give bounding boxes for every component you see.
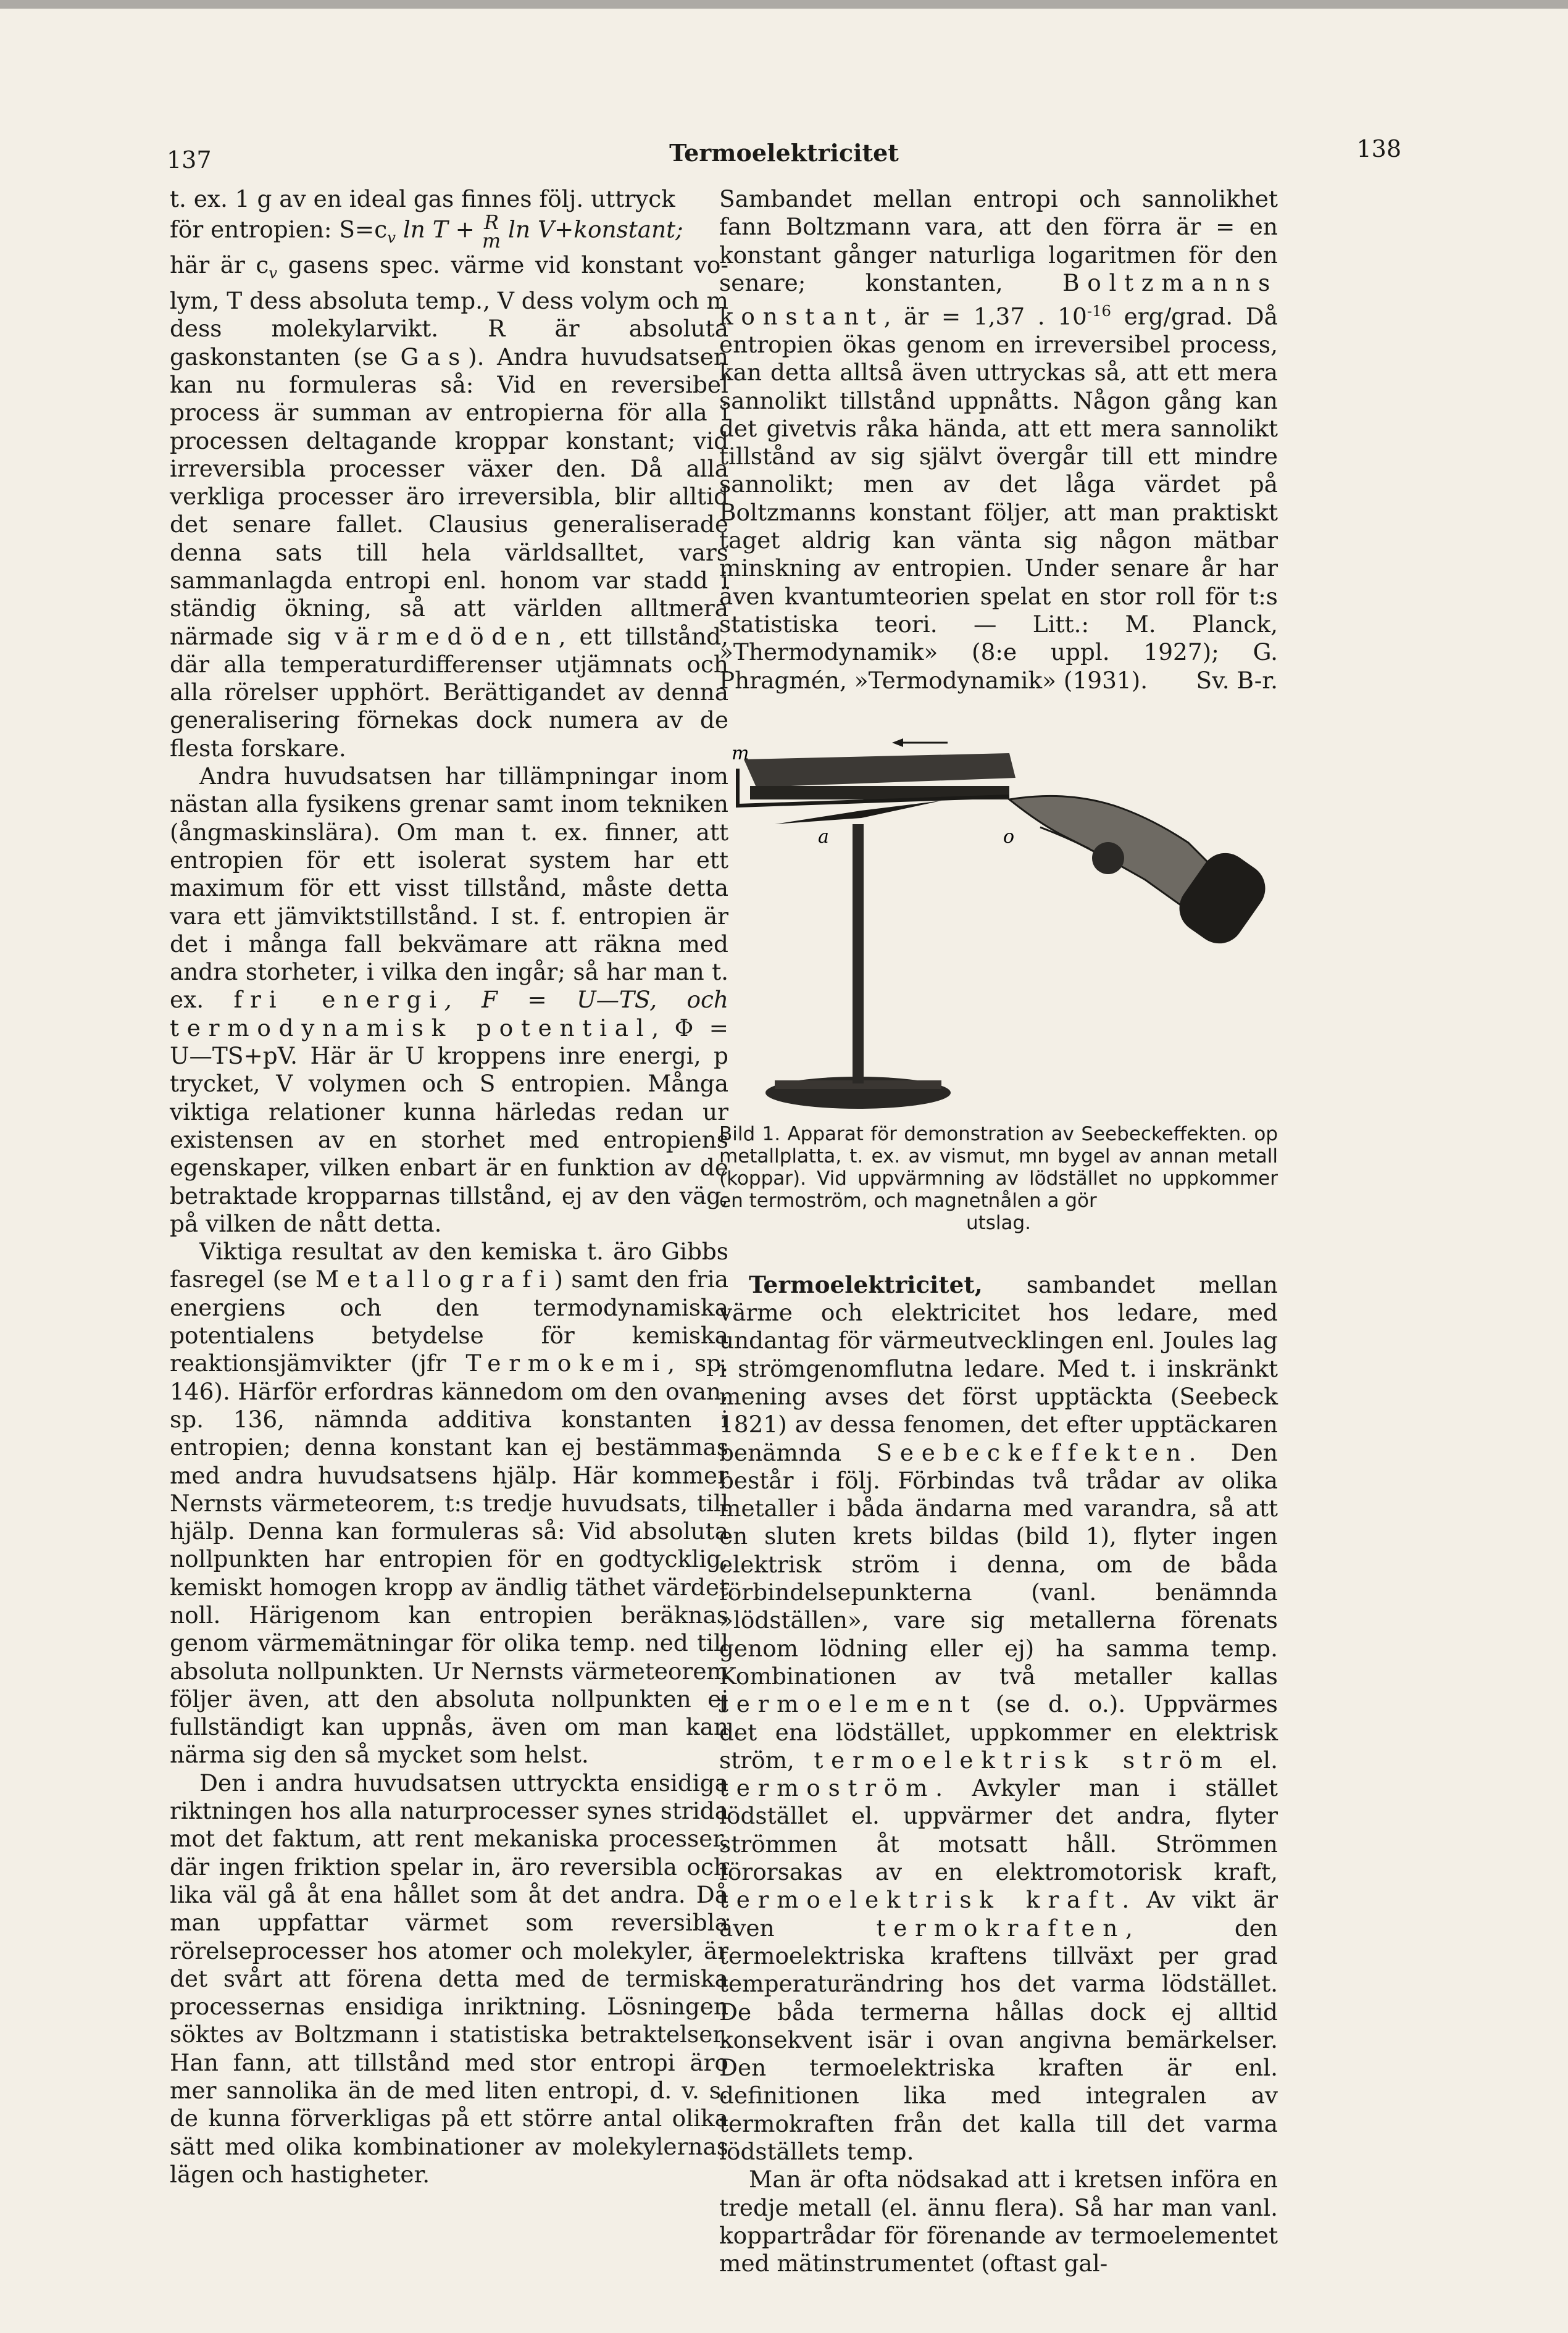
- term: termoelektrisk ström: [814, 1746, 1230, 1774]
- cross-reference[interactable]: Seebeckeffekten: [876, 1438, 1189, 1466]
- paragraph: Andra huvudsatsen har tillämpningar inom nästan alla fysikens grenar samt inom tekniken (ångmaskinslära). Om man t. ex. finner, att entropien för ett isolerat system har ett maximum för ett visst tillstånd, måste detta vara ett jämviktstillstånd. I st. f. entropien är det i många fall bekvämare att räkna med andra storheter, i vilka den ingår; så har man t. ex. fri energi, F = U—TS, och termodynamisk potential, Φ = U—TS+pV. Här är U kroppens inre energi, p trycket, V volymen och S entropien. Många viktiga relationer kunna härledas redan ur existensen av en storhet med entropiens egenskaper, vilken enbart är en funktion av de betraktade kropparnas tillstånd, ej av den väg, på vilken de nått detta.: [170, 762, 728, 1237]
- page-number-right: 138: [1356, 135, 1401, 162]
- label-o: o: [1003, 825, 1015, 848]
- term: termokraften: [876, 1914, 1126, 1942]
- right-column: [719, 185, 1278, 2278]
- page-header: [167, 135, 1401, 182]
- entry-headword: Termoelektricitet,: [749, 1271, 983, 1298]
- paragraph: Viktiga resultat av den kemiska t. äro Gibbs fasregel (se Metallografi) samt den fria energiens och den termodynamiska potentialens betydelse för kemiska reaktionsjämvikter (jfr Termokemi, sp. 146). Härför erfordras kännedom om den ovan, sp. 136, nämnda additiva konstanten i entropien; denna konstant kan ej bestämmas med andra huvudsatsens hjälp. Här kommer Nernsts värmeteorem, t:s tredje huvudsats, till hjälp. Denna kan formuleras så: Vid absoluta nollpunkten har entropien för en godtycklig, kemiskt homogen kropp av ändlig täthet värdet noll. Härigenom kan entropien beräknas genom värmemätningar för olika temp. ned till absoluta nollpunkten. Ur Nernsts värmeteorem följer även, att den absoluta nollpunkten ej fullständigt kan uppnås, även om man kan närma sig den så mycket som helst.: [170, 1238, 728, 1769]
- paragraph: Den i andra huvudsatsen uttryckta ensidiga riktningen hos alla naturprocesser synes strida mot det faktum, att rent mekaniska processer, där ingen friktion spelar in, äro reversibla och lika väl gå åt ena hållet som åt det andra. Då man uppfattar värmet som reversibla rörelseprocesser hos atomer och molekyler, är det svårt att förena detta med de termiska processernas ensidiga inriktning. Lösningen söktes av Boltzmann i statistiska betraktelser. Han fann, att tillstånd med stor entropi äro mer sannolika än de med liten entropi, d. v. s. de kunna förverkligas på ett större antal olika sätt med olika kombinationer av molekylernas lägen och hastigheter.: [170, 1769, 728, 2188]
- paragraph: Termoelektricitet, sambandet mellan värme och elektricitet hos ledare, med undantag för värmeutvecklingen enl. Joules lag i strömgenomflutna ledare. Med t. i inskränkt mening avses det först upptäckta (Seebeck 1821) av dessa fenomen, det efter upptäckaren benämnda Seebeckeffekten. Den består i följ. Förbindas två trådar av olika metaller i båda ändarna med varandra, så att en sluten krets bildas (bild 1), flyter ingen elektrisk ström i denna, om de båda förbindelsepunkterna (vanl. benämnda »lödställen», vare sig metallerna förenats genom lödning eller ej) ha samma temp. Kombinationen av två metaller kallas termoelement (se d. o.). Uppvärmes det ena lödstället, uppkommer en elektrisk ström, termoelektrisk ström el. termoström. Avkyler man i stället lödstället el. uppvärmer det andra, flyter strömmen åt motsatt håll. Strömmen förorsakas av en elektromotorisk kraft, termoelektrisk kraft. Av vikt är även termokraften, den termoelektriska kraftens tillväxt per grad temperaturändring hos det varma lödstället. De båda termerna hållas dock ej alltid konsekvent isär i ovan angivna bemärkelser. Den termoelektriska kraften är enl. definitionen lika med integralen av termokraften från det kalla till det varma lödställets temp.: [719, 1271, 1278, 2166]
- cross-reference[interactable]: Metallografi: [315, 1266, 554, 1293]
- entropy-formula: för entropien: $S=c_v$ ln T + R m ln V+konstant;: [170, 211, 683, 253]
- left-column: [170, 185, 728, 2189]
- paragraph: t. ex. 1 g av en ideal gas finnes följ. uttryck: [170, 185, 675, 212]
- stand-column: [853, 824, 864, 1083]
- paragraph: Man är ofta nödsakad att i kretsen införa en tredje metall (el. ännu flera). Så har man vanl. koppartrådar för förenande av termoelementet med mätinstrumentet (oftast gal-: [719, 2166, 1278, 2277]
- label-a: a: [818, 825, 829, 848]
- paragraph: Sambandet mellan entropi och sannolikhet fann Boltzmann vara, att den förra är = en konstant gånger naturliga logaritmen för den senare; konstanten, Boltzmanns konstant, är = 1,37 . $10^{-16}$ erg/grad. Då entropien ökas genom en irreversibel process, kan detta alltså även uttryckas så, att ett mera sannolikt tillstånd uppnåtts. Någon gång kan det givetvis råka hända, att ett mera sannolikt tillstånd av sig självt övergår till ett mindre sannolikt; men av det låga värdet på Boltzmanns konstant följer, att man praktiskt taget aldrig kan vänta sig någon mätbar minskning av entropien. Under senare år har även kvantumteorien spelat en stor roll för t:s statistiska teori. — Litt.: M. Planck, »Thermodynamik» (8:e uppl. 1927); G. Phragmén, »Termodynamik» (1931). Sv. B-r.: [719, 185, 1278, 694]
- fraction-r-over-m: R m: [482, 211, 501, 253]
- scan-edge: [0, 0, 1568, 9]
- cross-reference[interactable]: termodynamisk potential: [170, 1014, 652, 1041]
- cross-reference[interactable]: fri energi: [233, 986, 444, 1014]
- figure-seebeck-apparatus: [719, 732, 1278, 1114]
- term: termoelektrisk kraft: [719, 1886, 1122, 1914]
- cross-reference[interactable]: Termokemi: [465, 1350, 668, 1377]
- cross-reference[interactable]: Gas: [400, 343, 469, 370]
- flame-lamp: [1092, 842, 1124, 874]
- metal-plate: [744, 753, 1015, 787]
- cross-reference[interactable]: termoelement: [719, 1690, 978, 1718]
- figure-caption: Bild 1. Apparat för demonstration av Seebeckeffekten. op metallplatta, t. ex. av vismut, mn bygel av annan metall (koppar). Vid uppvärmning av lödstället no uppkommer en termoström, och magnetnålen a gör utslag.: [719, 1122, 1278, 1234]
- label-m: m: [732, 742, 749, 764]
- cross-reference[interactable]: värmedöden: [335, 622, 559, 650]
- apparatus-illustration: [719, 732, 1278, 1114]
- page-number-left: 137: [167, 146, 212, 173]
- term: termoström: [719, 1774, 936, 1802]
- paragraph: här är $c_v$ gasens spec. värme vid konstant vo- lym, T dess absoluta temp., V dess volym och m dess molekylarvikt. R är absoluta gaskonstanten (se Gas). Andra huvudsatsen kan nu formuleras så: Vid en reversibel process är summan av entropierna för alla i processen deltagande kroppar konstant; vid irreversibla processer växer den. Då alla verkliga processer äro irreversibla, blir alltid det senare fallet. Clausius generaliserade denna sats till hela världsalltet, vars sammanlagda entropi enl. honom var stadd i ständig ökning, så att världen alltmera närmade sig värmedöden, ett tillstånd, där alla temperaturdifferenser utjämnats och alla rörelser upphört. Berättigandet av denna generalisering förnekas dock numera av de flesta forskare.: [170, 251, 728, 762]
- cross-reference[interactable]: Boltzmanns konstant: [719, 269, 1278, 330]
- author-signature: Sv. B-r.: [1196, 666, 1278, 694]
- running-title: Termoelektricitet: [669, 139, 899, 167]
